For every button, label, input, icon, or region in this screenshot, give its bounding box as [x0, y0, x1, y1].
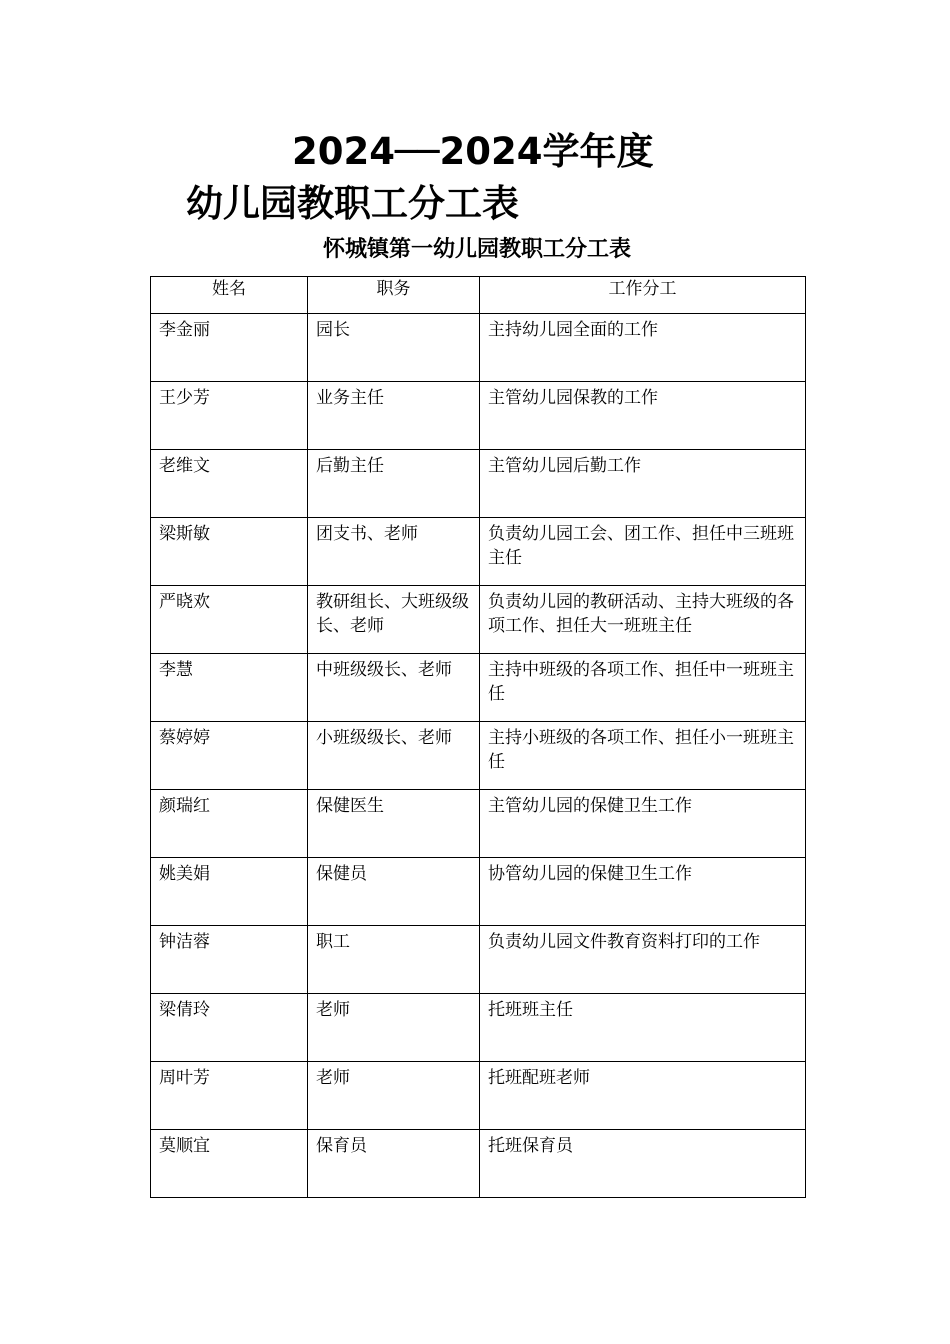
- table-row: [151, 382, 806, 450]
- cell-duty: 托班配班老师: [480, 1062, 806, 1130]
- cell-role: 保育员: [308, 1130, 480, 1198]
- cell-duty: 主持小班级的各项工作、担任小一班班主任: [480, 722, 806, 790]
- document-title: 幼儿园教职工分工表: [186, 182, 519, 225]
- cell-role: 小班级级长、老师: [308, 722, 480, 790]
- cell-name: 钟洁蓉: [151, 926, 308, 994]
- document-title-year: 2024──2024学年度: [292, 130, 654, 173]
- header-role: 职务: [308, 277, 480, 314]
- table-row: [151, 994, 806, 1062]
- table-row: [151, 654, 806, 722]
- cell-role: 老师: [308, 1062, 480, 1130]
- cell-role: 业务主任: [308, 382, 480, 450]
- header-duty: 工作分工: [480, 277, 806, 314]
- cell-role: 教研组长、大班级级长、老师: [308, 586, 480, 654]
- cell-name: 颜瑞红: [151, 790, 308, 858]
- cell-duty: 负责幼儿园的教研活动、主持大班级的各项工作、担任大一班班主任: [480, 586, 806, 654]
- table-row: [151, 790, 806, 858]
- cell-duty: 主管幼儿园保教的工作: [480, 382, 806, 450]
- cell-role: 团支书、老师: [308, 518, 480, 586]
- table-row: [151, 586, 806, 654]
- table-row: [151, 858, 806, 926]
- cell-role: 中班级级长、老师: [308, 654, 480, 722]
- cell-name: 李金丽: [151, 314, 308, 382]
- cell-name: 梁斯敏: [151, 518, 308, 586]
- cell-duty: 协管幼儿园的保健卫生工作: [480, 858, 806, 926]
- table-row: [151, 518, 806, 586]
- cell-name: 老维文: [151, 450, 308, 518]
- cell-role: 老师: [308, 994, 480, 1062]
- cell-name: 梁倩玲: [151, 994, 308, 1062]
- header-name: 姓名: [151, 277, 308, 314]
- cell-duty: 托班保育员: [480, 1130, 806, 1198]
- table-row: [151, 1062, 806, 1130]
- cell-duty: 主持中班级的各项工作、担任中一班班主任: [480, 654, 806, 722]
- staff-duty-table: [150, 276, 806, 1198]
- cell-duty: 负责幼儿园文件教育资料打印的工作: [480, 926, 806, 994]
- cell-role: 保健员: [308, 858, 480, 926]
- cell-name: 李慧: [151, 654, 308, 722]
- table-row: [151, 722, 806, 790]
- cell-name: 蔡婷婷: [151, 722, 308, 790]
- cell-name: 莫顺宜: [151, 1130, 308, 1198]
- cell-role: 园长: [308, 314, 480, 382]
- cell-name: 姚美娟: [151, 858, 308, 926]
- table-row: [151, 450, 806, 518]
- cell-duty: 托班班主任: [480, 994, 806, 1062]
- cell-name: 严晓欢: [151, 586, 308, 654]
- cell-role: 后勤主任: [308, 450, 480, 518]
- cell-duty: 主管幼儿园的保健卫生工作: [480, 790, 806, 858]
- cell-name: 王少芳: [151, 382, 308, 450]
- cell-duty: 主管幼儿园后勤工作: [480, 450, 806, 518]
- table-caption: 怀城镇第一幼儿园教职工分工表: [322, 237, 631, 262]
- cell-duty: 负责幼儿园工会、团工作、担任中三班班主任: [480, 518, 806, 586]
- cell-duty: 主持幼儿园全面的工作: [480, 314, 806, 382]
- cell-role: 职工: [308, 926, 480, 994]
- table-row: [151, 314, 806, 382]
- cell-role: 保健医生: [308, 790, 480, 858]
- table-header-row: [151, 277, 806, 314]
- table-row: [151, 926, 806, 994]
- cell-name: 周叶芳: [151, 1062, 308, 1130]
- table-row: [151, 1130, 806, 1198]
